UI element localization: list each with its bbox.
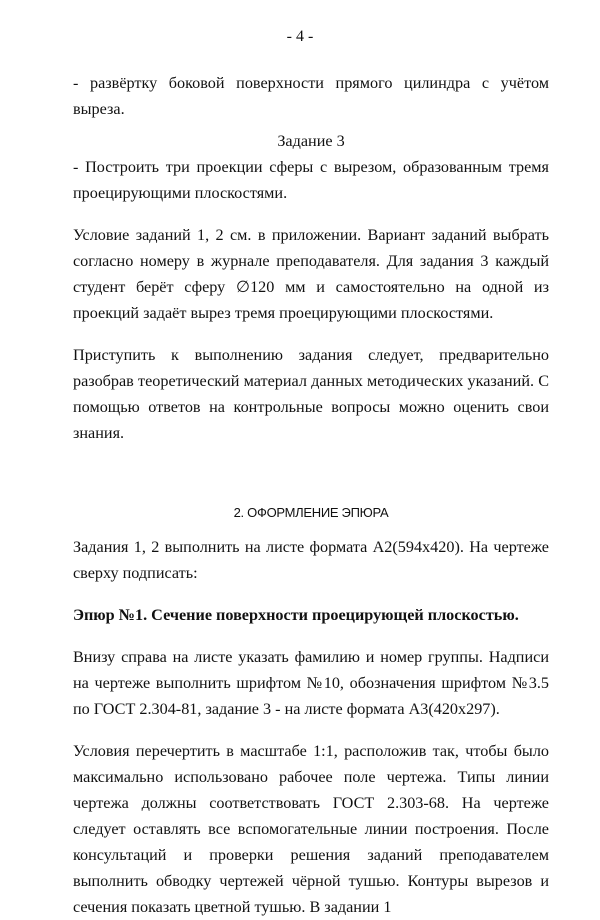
paragraph-signature: Внизу справа на листе указать фамилию и номер группы. Надписи на чертеже выполнить шрифтом №10, обозначения шрифтом №3.5 по ГОСТ 2.304-81, задание 3 - на листе формата А3(420х297). bbox=[73, 648, 549, 718]
paragraph-conditions: Условие заданий 1, 2 см. в приложении. Вариант заданий выбрать согласно номеру в журнале преподавателя. Для задания 3 каждый студент берёт сферу ∅120 мм и самостоятельно на одной из проекций задаёт вырез тремя проецирующими плоскостями. bbox=[73, 226, 549, 322]
task-3-heading: Задание 3 bbox=[277, 132, 345, 150]
paragraph-drawing-rules: Условия перечертить в масштабе 1:1, расположив так, чтобы было максимально использовано рабочее поле чертежа. Типы линии чертежа должны соответствовать ГОСТ 2.303-68. На чертеже следует оставлять все вспомогательные линии построения. После консультаций и проверки решения заданий преподавателем выполнить обводку чертежей чёрной тушью. Контуры вырезов и сечения показать цветной тушью. В задании 1 bbox=[73, 742, 549, 916]
paragraph-development: - развёртку боковой поверхности прямого цилиндра с учётом выреза. bbox=[73, 74, 549, 118]
page-number: - 4 - bbox=[286, 28, 314, 45]
paragraph-instructions: Приступить к выполнению задания следует, предварительно разобрав теоретический материал данных методических указаний. С помощью ответов на контрольные вопросы можно оценить свои знания. bbox=[73, 346, 549, 442]
paragraph-task-3: - Построить три проекции сферы с вырезом, образованным тремя проецирующими плоскостями. bbox=[73, 158, 549, 202]
paragraph-epure-title: Эпюр №1. Сечение поверхности проецирующей плоскостью. bbox=[73, 606, 519, 624]
paragraph-format: Задания 1, 2 выполнить на листе формата А2(594х420). На чертеже сверху подписать: bbox=[73, 538, 549, 582]
page-body bbox=[73, 70, 549, 920]
section-heading: 2. ОФОРМЛЕНИЕ ЭПЮРА bbox=[233, 505, 389, 520]
